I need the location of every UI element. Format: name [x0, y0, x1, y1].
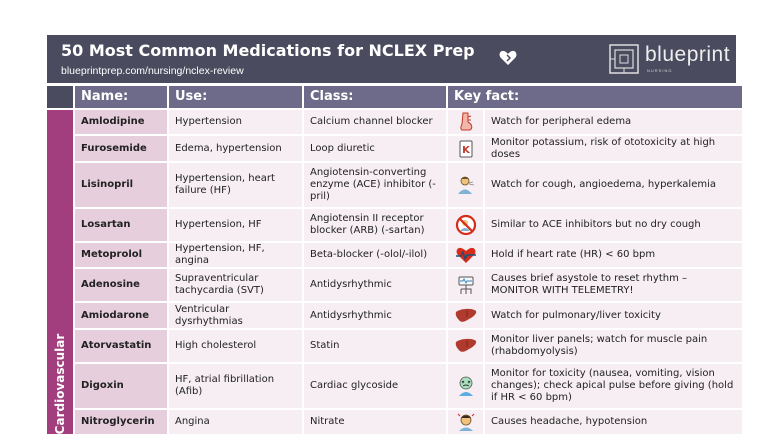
column-header-name: Name:: [75, 86, 167, 108]
drug-name: Amiodarone: [75, 303, 167, 328]
drug-name: Lisinopril: [75, 163, 167, 207]
drug-use: High cholesterol: [169, 330, 302, 362]
key-fact: Watch for pulmonary/liver toxicity: [485, 303, 742, 328]
key-fact: Similar to ACE inhibitors but no dry cough: [485, 209, 742, 241]
drug-name: Nitroglycerin: [75, 410, 167, 434]
key-fact: Monitor liver panels; watch for muscle pain (rhabdomyolysis): [485, 330, 742, 362]
drug-class: Nitrate: [304, 410, 446, 434]
key-fact: Monitor for toxicity (nausea, vomiting, vision changes); check apical pulse before giving (hold if HR < 60 bpm): [485, 364, 742, 408]
header-corner: [47, 86, 73, 108]
drug-use: Hypertension, HF: [169, 209, 302, 241]
drug-use: Edema, hypertension: [169, 136, 302, 161]
drug-name: Amlodipine: [75, 110, 167, 134]
swollen-leg-icon: [448, 110, 483, 134]
table-header-row: [47, 86, 742, 108]
page-title: 50 Most Common Medications for NCLEX Prep: [61, 41, 475, 60]
table-row: [47, 330, 742, 362]
table-row: [47, 243, 742, 267]
liver-icon: [448, 330, 483, 362]
column-header-key-fact: Key fact:: [448, 86, 742, 108]
brand-name: blueprint: [645, 43, 731, 66]
table-row: [47, 209, 742, 241]
liver-icon: [448, 303, 483, 328]
key-fact: Monitor potassium, risk of ototoxicity at high doses: [485, 136, 742, 161]
column-header-class: Class:: [304, 86, 446, 108]
key-fact: Causes brief asystole to reset rhythm – MONITOR WITH TELEMETRY!: [485, 269, 742, 301]
drug-use: Supraventricular tachycardia (SVT): [169, 269, 302, 301]
blueprint-logo-mark-icon: [609, 44, 639, 74]
heart-pill-icon: [499, 50, 517, 71]
brand-subtitle: NURSING: [647, 68, 673, 73]
table-row: [47, 269, 742, 301]
drug-name: Adenosine: [75, 269, 167, 301]
drug-class: Angiotensin-converting enzyme (ACE) inhibitor (-pril): [304, 163, 446, 207]
column-header-use: Use:: [169, 86, 302, 108]
key-fact: Causes headache, hypotension: [485, 410, 742, 434]
table-row: [47, 303, 742, 328]
drug-class: Angiotensin II receptor blocker (ARB) (-sartan): [304, 209, 446, 241]
category-cell: [47, 110, 73, 434]
key-fact: Hold if heart rate (HR) < 60 bpm: [485, 243, 742, 267]
drug-class: Calcium channel blocker: [304, 110, 446, 134]
drug-use: Hypertension, HF, angina: [169, 243, 302, 267]
drug-name: Digoxin: [75, 364, 167, 408]
drug-use: HF, atrial fibrillation (Afib): [169, 364, 302, 408]
potassium-icon: [448, 136, 483, 161]
page-header: [47, 35, 736, 83]
dizzy-face-icon: [448, 364, 483, 408]
svg-text:K: K: [461, 144, 470, 156]
heart-rate-icon: [448, 243, 483, 267]
drug-name: Metoprolol: [75, 243, 167, 267]
drug-name: Furosemide: [75, 136, 167, 161]
drug-class: Statin: [304, 330, 446, 362]
drug-use: Angina: [169, 410, 302, 434]
drug-class: Cardiac glycoside: [304, 364, 446, 408]
medication-table: [45, 84, 744, 436]
page-url: blueprintprep.com/nursing/nclex-review: [61, 65, 244, 77]
drug-use: Hypertension: [169, 110, 302, 134]
drug-name: Losartan: [75, 209, 167, 241]
drug-use: Ventricular dysrhythmias: [169, 303, 302, 328]
no-cough-icon: [448, 209, 483, 241]
table-row: [47, 163, 742, 207]
table-row: [47, 410, 742, 434]
drug-class: Loop diuretic: [304, 136, 446, 161]
key-fact: Watch for peripheral edema: [485, 110, 742, 134]
table-row: [47, 136, 742, 161]
drug-class: Antidysrhythmic: [304, 303, 446, 328]
key-fact: Watch for cough, angioedema, hyperkalemia: [485, 163, 742, 207]
category-label: Cardiovascular: [53, 333, 67, 435]
drug-class: Beta-blocker (-olol/-ilol): [304, 243, 446, 267]
coughing-person-icon: [448, 163, 483, 207]
table-row: [47, 110, 742, 134]
drug-use: Hypertension, heart failure (HF): [169, 163, 302, 207]
drug-class: Antidysrhythmic: [304, 269, 446, 301]
drug-name: Atorvastatin: [75, 330, 167, 362]
telemetry-monitor-icon: [448, 269, 483, 301]
table-row: [47, 364, 742, 408]
headache-icon: [448, 410, 483, 434]
